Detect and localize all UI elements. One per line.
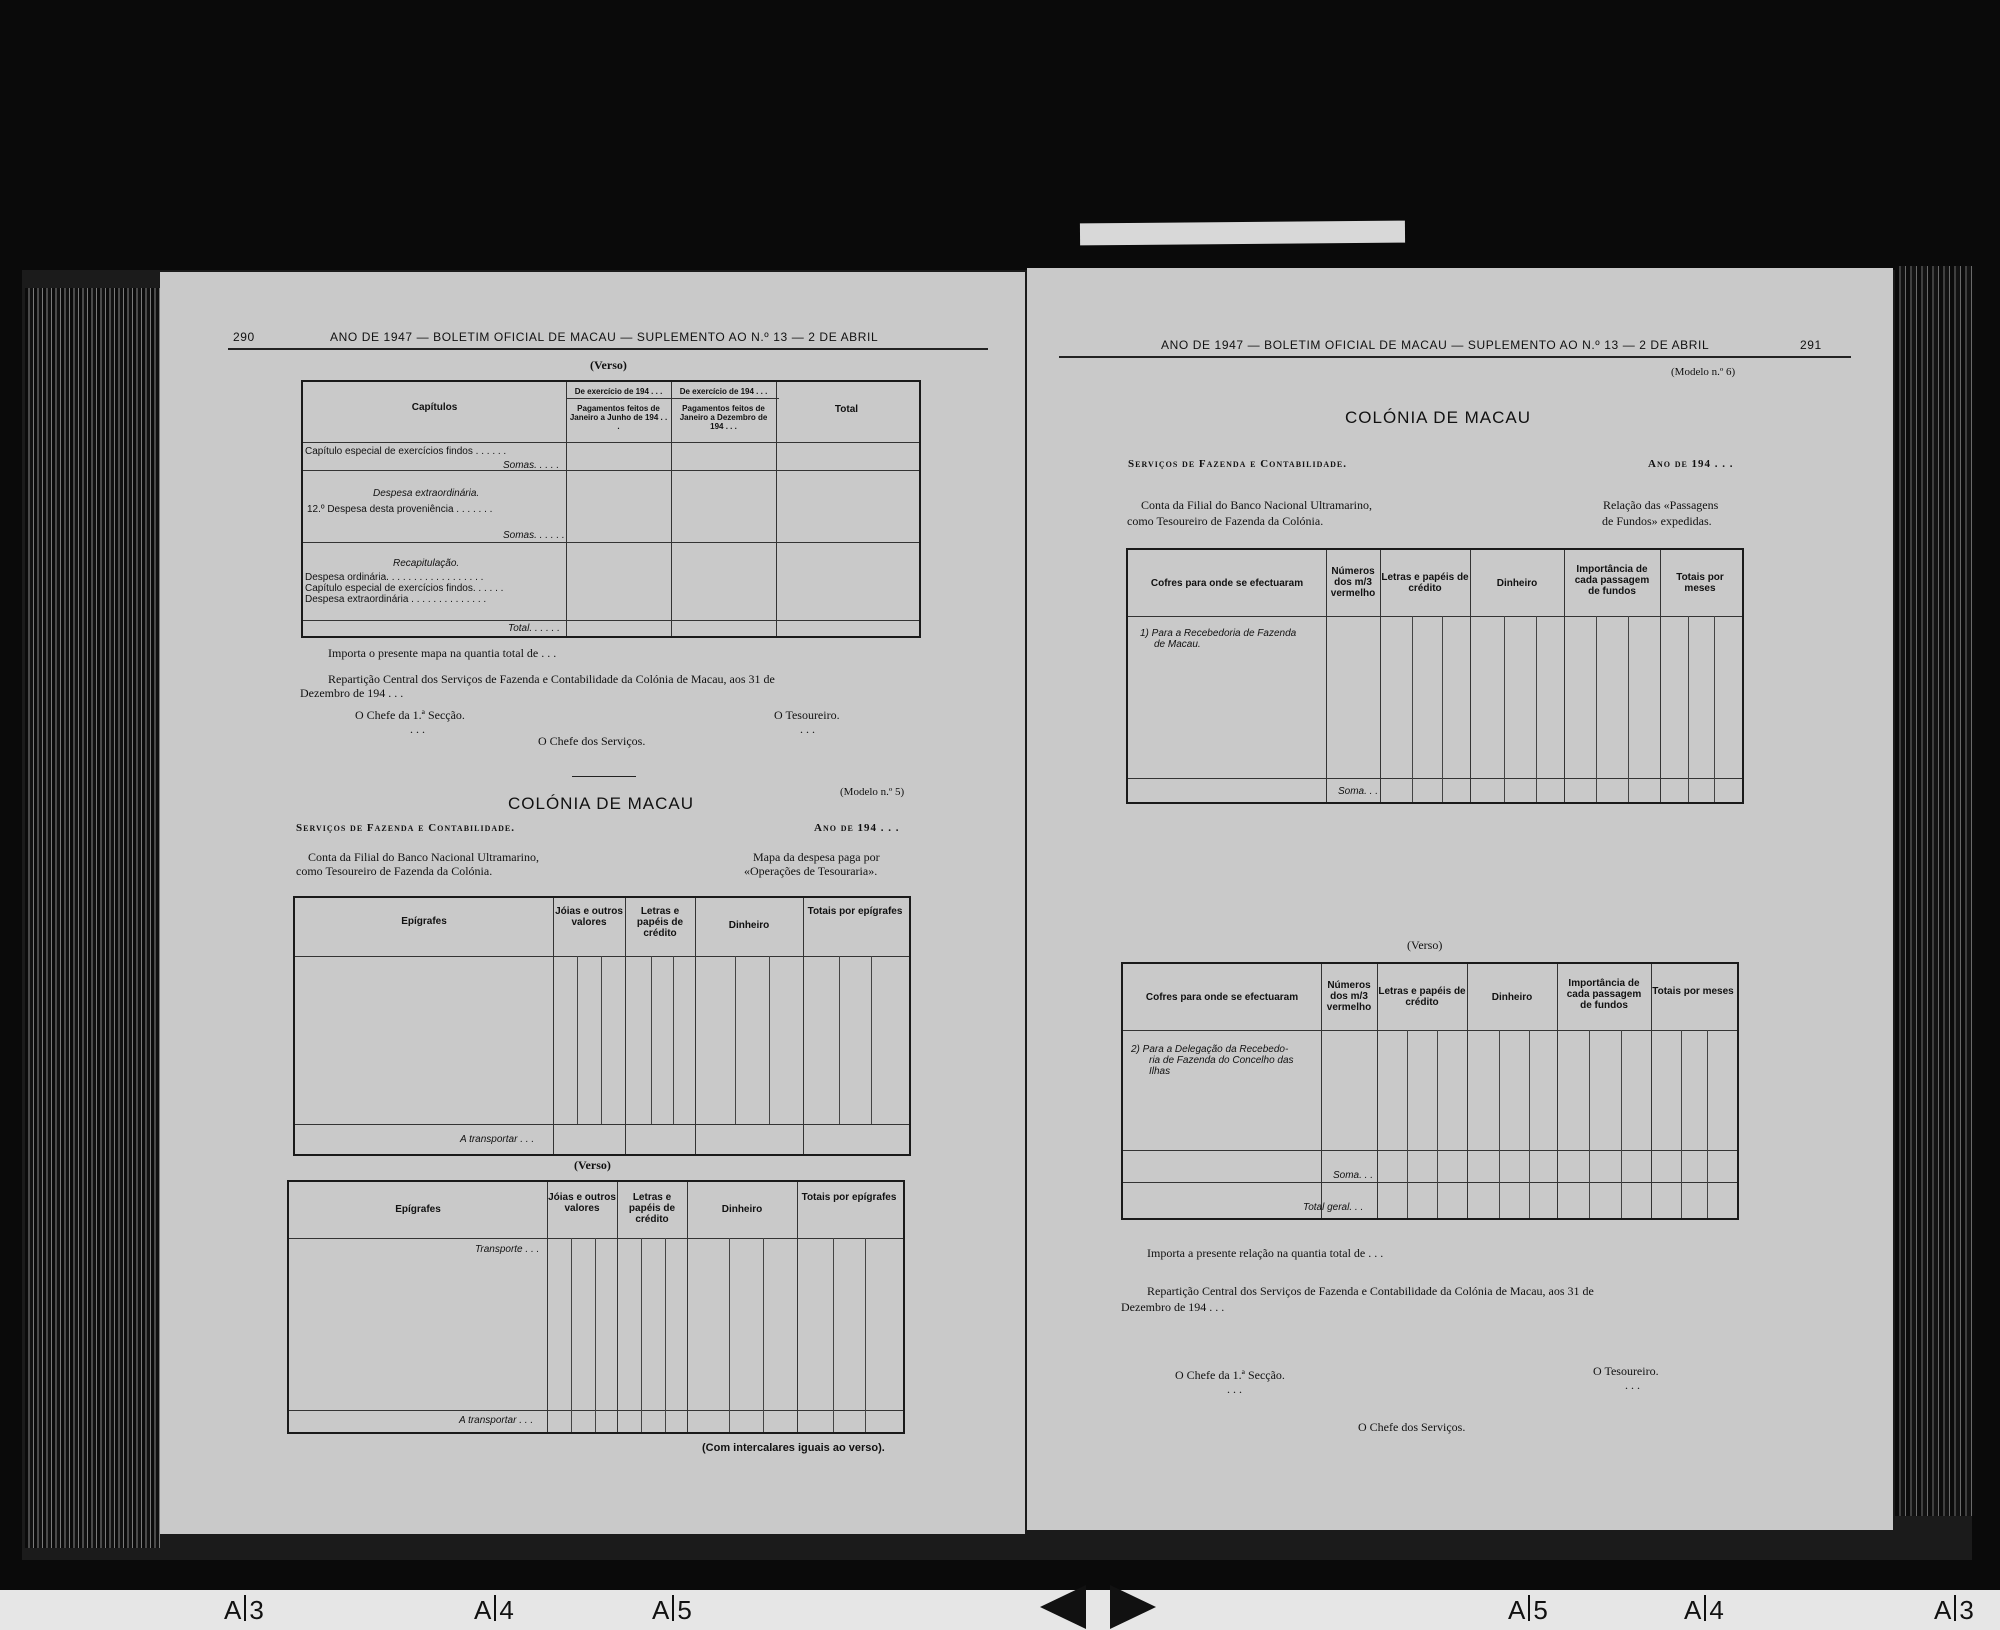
row-total: Total. . . . . .	[508, 623, 560, 634]
tesoureiro: O Tesoureiro.	[1593, 1364, 1659, 1378]
passagens-table-verso	[1121, 962, 1739, 1220]
reparticao-line-1: Repartição Central dos Serviços de Fazenda e Contabilidade da Colónia de Macau, aos 31 de	[1147, 1284, 1594, 1298]
col-exercicio-2: De exercício de 194 . . .	[679, 387, 768, 396]
intercalares-note: (Com intercalares iguais ao verso).	[702, 1442, 885, 1454]
col-totais: Totais por meses	[1676, 572, 1724, 594]
reparticao-line-1: Repartição Central dos Serviços de Fazenda e Contabilidade da Colónia de Macau, aos 31 de	[328, 672, 775, 686]
row-2-line-3: Ilhas	[1149, 1066, 1171, 1077]
conta-line-1: Conta da Filial do Banco Nacional Ultramarino,	[308, 850, 539, 864]
mapa-line-1: Mapa da despesa paga por	[753, 850, 880, 864]
row-capitulo-especial: Capítulo especial de exercícios findos . . . . . .	[305, 446, 507, 457]
left-page-edges	[25, 288, 160, 1548]
col-dinheiro: Dinheiro	[721, 1204, 763, 1215]
row-recap-extra: Despesa extraordinária . . . . . . . . . . . . . .	[305, 594, 487, 605]
reparticao-line-2: Dezembro de 194 . . .	[1121, 1300, 1225, 1314]
ano-label: Ano de 194 . . .	[1648, 458, 1734, 470]
reparticao-line-2: Dezembro de 194 . . .	[300, 686, 404, 700]
col-dinheiro: Dinheiro	[728, 920, 770, 931]
film-mark: A 5	[1508, 1595, 1548, 1625]
servicos-label: Serviços de Fazenda e Contabilidade.	[1128, 458, 1348, 470]
header-rule	[1059, 356, 1851, 358]
col-letras: Letras e papéis de crédito	[636, 906, 684, 939]
separator	[572, 776, 636, 777]
film-arrow-right	[1110, 1585, 1156, 1629]
running-header: ANO DE 1947 — BOLETIM OFICIAL DE MACAU — SUPLEMENTO AO N.º 13 — 2 DE ABRIL	[1161, 338, 1710, 352]
chefe-servicos: O Chefe dos Serviços.	[538, 734, 646, 748]
col-cofres: Cofres para onde se efectuaram	[1145, 992, 1299, 1003]
conta-line-2: como Tesoureiro de Fazenda da Colónia.	[296, 864, 493, 878]
tesoureiro: O Tesoureiro.	[774, 708, 840, 722]
col-importancia: Importância de cada passagem de fundos	[1574, 564, 1650, 597]
relacao-line-1: Relação das «Passagens	[1603, 498, 1719, 512]
col-dinheiro: Dinheiro	[1491, 992, 1533, 1003]
col-exercicio-1: De exercício de 194 . . .	[574, 387, 663, 396]
col-totais: Totais por epígrafes	[801, 1192, 897, 1203]
verso-label: (Verso)	[574, 1158, 611, 1172]
a-transportar: A transportar . . .	[459, 1415, 534, 1426]
chefe-servicos: O Chefe dos Serviços.	[1358, 1420, 1466, 1434]
col-epigrafes: Epígrafes	[401, 916, 447, 927]
col-pagamentos-1: Pagamentos feitos de Janeiro a Junho de 194 . . .	[569, 404, 668, 431]
row-somas-2: Somas. . . . . .	[503, 530, 565, 541]
transporte: Transporte . . .	[475, 1244, 540, 1255]
epigrafes-table-verso	[287, 1180, 905, 1434]
conta-line-2: como Tesoureiro de Fazenda da Colónia.	[1127, 514, 1324, 528]
a-transportar: A transportar . . .	[460, 1134, 535, 1145]
epigrafes-table	[293, 896, 911, 1156]
col-pagamentos-2: Pagamentos feitos de Janeiro a Dezembro de 194 . . .	[679, 404, 768, 431]
passagens-table	[1126, 548, 1744, 804]
chefe-seccao: O Chefe da 1.ª Secção.	[355, 708, 465, 722]
row-2-line-1: 2) Para a Delegação da Recebedo-	[1131, 1044, 1289, 1055]
row-1-line-2: de Macau.	[1154, 639, 1201, 650]
col-letras: Letras e papéis de crédito	[628, 1192, 676, 1225]
mapa-line-2: «Operações de Tesouraria».	[744, 864, 878, 878]
col-totais: Totais por epígrafes	[807, 906, 903, 917]
col-letras: Letras e papéis de crédito	[1381, 572, 1469, 594]
col-cofres: Cofres para onde se efectuaram	[1150, 578, 1304, 589]
modelo-label: (Modelo n.º 6)	[1671, 366, 1736, 378]
col-numeros: Números dos m/3 vermelho	[1326, 980, 1372, 1013]
col-total: Total	[834, 404, 859, 415]
right-page-edges	[1895, 266, 1975, 1516]
film-mark: A 4	[474, 1595, 514, 1625]
col-capitulos: Capítulos	[411, 402, 458, 413]
colonia-title: COLÓNIA DE MACAU	[1345, 408, 1532, 427]
col-importancia: Importância de cada passagem de fundos	[1566, 978, 1642, 1011]
modelo-label: (Modelo n.º 5)	[840, 786, 905, 798]
importa-text: Importa o presente mapa na quantia total de . . .	[328, 646, 557, 660]
col-joias: Jóias e outros valores	[555, 906, 623, 928]
col-numeros: Números dos m/3 vermelho	[1330, 566, 1376, 599]
header-rule	[228, 348, 988, 350]
soma-label: Soma. . .	[1333, 1170, 1374, 1181]
col-dinheiro: Dinheiro	[1496, 578, 1538, 589]
colonia-title: COLÓNIA DE MACAU	[508, 794, 695, 813]
col-epigrafes: Epígrafes	[395, 1204, 441, 1215]
left-page	[160, 272, 1025, 1534]
row-recap-heading: Recapitulação.	[393, 558, 460, 569]
page-number: 290	[233, 330, 255, 344]
dots: . . .	[1625, 1378, 1640, 1392]
film-mark: A 3	[224, 1595, 264, 1625]
film-mark: A 5	[652, 1595, 692, 1625]
importa-text: Importa a presente relação na quantia total de . . .	[1147, 1246, 1384, 1260]
film-mark: A 3	[1934, 1595, 1974, 1625]
col-totais: Totais por meses	[1652, 986, 1734, 997]
dots: . . .	[800, 722, 815, 736]
film-mark: A 4	[1684, 1595, 1724, 1625]
row-despesa-12: 12.º Despesa desta proveniência . . . . . . .	[307, 504, 493, 515]
capitulos-table	[301, 380, 921, 638]
row-somas-1: Somas. . . . .	[503, 460, 560, 471]
conta-line-1: Conta da Filial do Banco Nacional Ultramarino,	[1141, 498, 1372, 512]
ano-label: Ano de 194 . . .	[814, 822, 900, 834]
right-page	[1027, 268, 1893, 1530]
row-recap-ordinaria: Despesa ordinária. . . . . . . . . . . . . . . . . .	[305, 572, 484, 583]
row-despesa-extra-heading: Despesa extraordinária.	[373, 488, 480, 499]
col-letras: Letras e papéis de crédito	[1378, 986, 1466, 1008]
verso-label: (Verso)	[1407, 938, 1443, 952]
chefe-seccao: O Chefe da 1.ª Secção.	[1175, 1368, 1285, 1382]
total-geral-label: Total geral. . .	[1303, 1202, 1364, 1213]
soma-label: Soma. . .	[1338, 786, 1379, 797]
dots: . . .	[410, 722, 425, 736]
dots: . . .	[1227, 1382, 1242, 1396]
running-header: ANO DE 1947 — BOLETIM OFICIAL DE MACAU — SUPLEMENTO AO N.º 13 — 2 DE ABRIL	[330, 330, 879, 344]
row-1-line-1: 1) Para a Recebedoria de Fazenda	[1140, 628, 1297, 639]
film-arrow-left	[1040, 1585, 1086, 1629]
row-2-line-2: ria de Fazenda do Concelho das	[1149, 1055, 1294, 1066]
relacao-line-2: de Fundos» expedidas.	[1602, 514, 1712, 528]
row-recap-capitulo: Capítulo especial de exercícios findos. . . . . .	[305, 583, 504, 594]
verso-label: (Verso)	[590, 358, 627, 372]
col-joias: Jóias e outros valores	[548, 1192, 616, 1214]
paper-tab	[1080, 221, 1405, 246]
servicos-label: Serviços de Fazenda e Contabilidade.	[296, 822, 516, 834]
page-number: 291	[1800, 338, 1822, 352]
